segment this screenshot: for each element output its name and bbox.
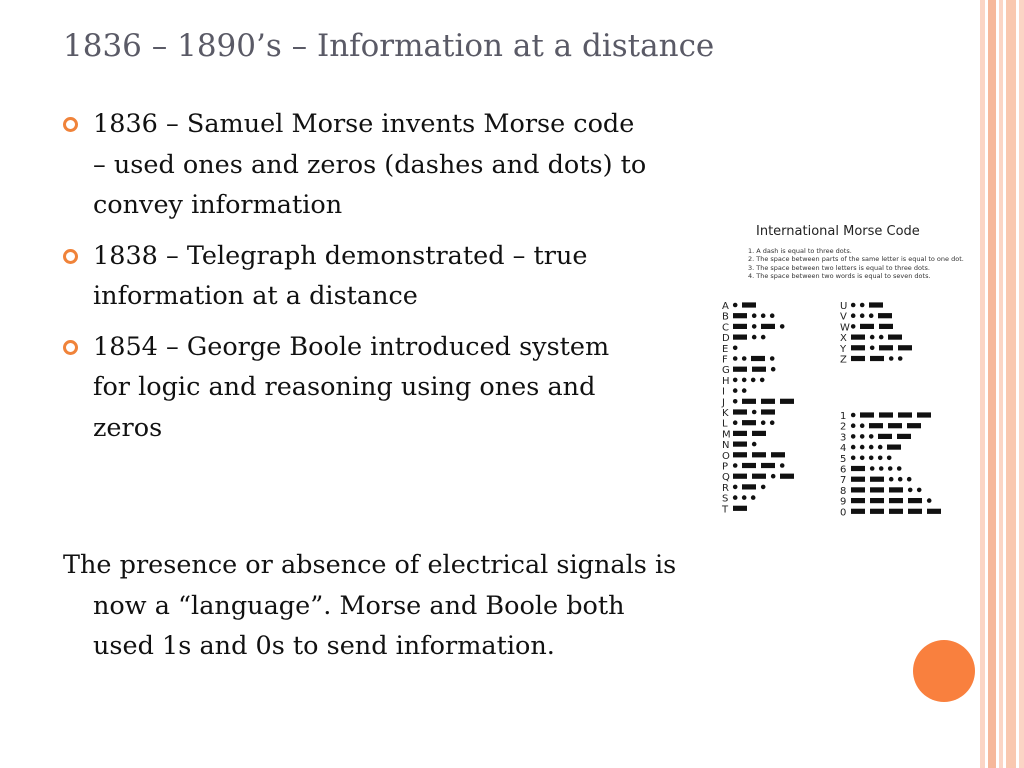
morse-dot — [851, 413, 856, 418]
morse-dot — [869, 434, 874, 439]
morse-dash — [733, 431, 747, 436]
morse-dash — [851, 509, 865, 514]
morse-dash — [889, 498, 903, 503]
bullet-item — [63, 104, 653, 226]
morse-dash — [752, 367, 766, 372]
morse-dot — [780, 324, 785, 329]
morse-char-label: P — [722, 461, 729, 473]
morse-dot — [879, 466, 884, 471]
morse-dash — [851, 345, 865, 350]
morse-dot — [752, 313, 757, 318]
morse-rule: 3. The space between two letters is equal to three dots. — [748, 263, 930, 272]
morse-dot — [761, 335, 766, 340]
morse-dot — [752, 335, 757, 340]
morse-dot — [889, 477, 894, 482]
morse-dash — [851, 487, 865, 492]
morse-dash — [851, 466, 865, 471]
bullet-text: 1836 – Samuel Morse invents Morse code – used ones and zeros (dashes and dots) to convey information — [93, 109, 647, 220]
morse-dot — [917, 488, 922, 493]
morse-dot — [760, 378, 765, 383]
morse-rule: 1. A dash is equal to three dots. — [748, 247, 852, 255]
morse-dot — [742, 388, 747, 393]
stripe — [988, 0, 996, 768]
morse-char-label: 8 — [840, 485, 847, 497]
morse-dot — [733, 378, 738, 383]
morse-char-label: R — [722, 482, 729, 494]
morse-char-label: V — [840, 311, 847, 323]
morse-dash — [878, 313, 892, 318]
slide-title: 1836 – 1890’s – Information at a distance — [63, 28, 715, 64]
morse-chart-title: International Morse Code — [756, 224, 920, 239]
morse-dash — [907, 423, 921, 428]
morse-dot — [897, 466, 902, 471]
stripe — [1006, 0, 1016, 768]
morse-dot — [927, 498, 932, 503]
morse-dash — [879, 345, 893, 350]
morse-dot — [742, 378, 747, 383]
morse-dash — [771, 452, 785, 457]
morse-dot — [733, 463, 738, 468]
morse-dot — [752, 410, 757, 415]
morse-dash — [908, 498, 922, 503]
morse-dot — [752, 442, 757, 447]
morse-char-label: 5 — [840, 453, 847, 465]
bullet-list — [63, 104, 653, 458]
morse-dash — [761, 409, 775, 414]
morse-dash — [733, 367, 747, 372]
morse-dot — [851, 303, 856, 308]
morse-dash — [870, 498, 884, 503]
morse-dash — [889, 509, 903, 514]
morse-dot — [870, 335, 875, 340]
morse-char-label: 7 — [840, 475, 847, 487]
morse-char-label: 0 — [840, 507, 847, 519]
morse-dot — [878, 445, 883, 450]
stripe — [1019, 0, 1024, 768]
morse-rule: 2. The space between parts of the same letter is equal to one dot. — [748, 255, 964, 264]
morse-dash — [733, 409, 747, 414]
morse-dot — [733, 495, 738, 500]
morse-dash — [851, 477, 865, 482]
morse-dot — [860, 423, 865, 428]
morse-dot — [770, 313, 775, 318]
bullet-marker-icon — [63, 117, 78, 132]
morse-dash — [870, 477, 884, 482]
morse-char-label: 9 — [840, 496, 847, 508]
morse-dash — [917, 412, 931, 417]
morse-dash — [733, 313, 747, 318]
morse-dash — [898, 412, 912, 417]
morse-char-label: S — [722, 493, 729, 505]
morse-char-label: H — [722, 375, 730, 387]
morse-char-label: 2 — [840, 421, 847, 433]
morse-dot — [860, 303, 865, 308]
morse-dot — [742, 495, 747, 500]
morse-dash — [780, 474, 794, 479]
morse-dot — [733, 356, 738, 361]
morse-dash — [742, 399, 756, 404]
morse-char-label: Z — [840, 354, 847, 366]
morse-code-chart — [718, 222, 968, 522]
morse-dash — [897, 434, 911, 439]
morse-dot — [733, 303, 738, 308]
morse-dot — [742, 356, 747, 361]
morse-dash — [752, 431, 766, 436]
bullet-text: 1854 – George Boole introduced system for logic and reasoning using ones and zeros — [93, 331, 610, 443]
morse-dash — [879, 324, 893, 329]
morse-char-label: G — [722, 365, 730, 377]
stripe — [999, 0, 1003, 768]
morse-char-label: F — [722, 354, 728, 366]
morse-char-label: C — [722, 322, 729, 334]
bullet-text: 1838 – Telegraph demonstrated – true information at a distance — [93, 240, 588, 311]
morse-dot — [851, 434, 856, 439]
morse-char-label: E — [722, 343, 729, 355]
morse-dash — [752, 474, 766, 479]
morse-dot — [780, 463, 785, 468]
morse-char-label: O — [722, 450, 730, 462]
morse-dash — [733, 474, 747, 479]
morse-dash — [860, 412, 874, 417]
morse-dash — [888, 423, 902, 428]
morse-dash — [870, 509, 884, 514]
morse-dot — [733, 399, 738, 404]
morse-dash — [780, 399, 794, 404]
morse-dash — [869, 302, 883, 307]
morse-dot — [770, 420, 775, 425]
morse-dash — [742, 420, 756, 425]
morse-dot — [752, 324, 757, 329]
morse-char-label: T — [722, 504, 729, 516]
morse-dash — [860, 324, 874, 329]
morse-dot — [870, 346, 875, 351]
morse-dot — [860, 313, 865, 318]
morse-char-label: 4 — [840, 443, 847, 455]
morse-char-label: Y — [840, 343, 847, 355]
morse-dash — [733, 442, 747, 447]
morse-dot — [771, 367, 776, 372]
morse-dash — [742, 484, 756, 489]
morse-dot — [751, 378, 756, 383]
morse-dot — [851, 324, 856, 329]
morse-dot — [870, 466, 875, 471]
morse-code-table — [718, 222, 968, 522]
morse-dot — [898, 477, 903, 482]
morse-char-label: B — [722, 311, 729, 323]
morse-char-label: U — [840, 301, 848, 312]
morse-dash — [851, 356, 865, 361]
morse-dash — [733, 324, 747, 329]
morse-dot — [879, 335, 884, 340]
morse-dot — [878, 456, 883, 461]
morse-dot — [851, 313, 856, 318]
morse-dash — [898, 345, 912, 350]
morse-dot — [887, 456, 892, 461]
morse-dot — [860, 445, 865, 450]
morse-dash — [887, 445, 901, 450]
morse-dash — [870, 356, 884, 361]
morse-dash — [851, 335, 865, 340]
morse-char-label: 1 — [840, 411, 847, 422]
morse-dot — [907, 477, 912, 482]
morse-dot — [869, 313, 874, 318]
morse-dash — [751, 356, 765, 361]
morse-dash — [878, 434, 892, 439]
morse-dash — [742, 302, 756, 307]
morse-dot — [898, 356, 903, 361]
morse-dot — [733, 388, 738, 393]
morse-char-label: 6 — [840, 464, 847, 476]
morse-dot — [889, 356, 894, 361]
morse-dot — [761, 313, 766, 318]
bullet-marker-icon — [63, 340, 78, 355]
morse-dot — [733, 420, 738, 425]
morse-dash — [927, 509, 941, 514]
morse-rule: 4. The space between two words is equal to seven dots. — [748, 271, 931, 280]
decorative-stripes — [980, 0, 1024, 768]
morse-dash — [908, 509, 922, 514]
morse-dot — [733, 346, 738, 351]
morse-dash — [851, 498, 865, 503]
decorative-orb — [913, 640, 975, 702]
morse-dot — [771, 474, 776, 479]
morse-dash — [888, 335, 902, 340]
bullet-item — [63, 327, 653, 449]
morse-dot — [733, 485, 738, 490]
morse-char-label: N — [722, 440, 730, 452]
morse-dot — [851, 445, 856, 450]
closing-paragraph: The presence or absence of electrical signals is now a “language”. Morse and Boole both used 1s and 0s to send information. — [63, 550, 677, 661]
morse-char-label: J — [722, 397, 725, 409]
morse-dash — [742, 463, 756, 468]
morse-dash — [889, 487, 903, 492]
morse-dash — [879, 412, 893, 417]
morse-char-label: D — [722, 333, 730, 345]
morse-dash — [761, 324, 775, 329]
morse-dot — [761, 420, 766, 425]
morse-dot — [869, 445, 874, 450]
morse-char-label: 3 — [840, 432, 847, 444]
morse-char-label: Q — [722, 472, 730, 484]
stripe — [980, 0, 985, 768]
morse-dash — [761, 399, 775, 404]
morse-dash — [870, 487, 884, 492]
morse-dash — [761, 463, 775, 468]
morse-dot — [869, 456, 874, 461]
morse-char-label: I — [722, 386, 725, 398]
morse-dot — [860, 456, 865, 461]
morse-dot — [860, 434, 865, 439]
morse-char-label: A — [722, 301, 729, 312]
morse-dot — [851, 423, 856, 428]
morse-dash — [733, 335, 747, 340]
morse-dot — [908, 488, 913, 493]
morse-dot — [770, 356, 775, 361]
bullet-marker-icon — [63, 249, 78, 264]
morse-dash — [733, 506, 747, 511]
morse-char-label: X — [840, 333, 847, 345]
morse-dash — [733, 452, 747, 457]
morse-dot — [851, 456, 856, 461]
morse-char-label: M — [722, 429, 731, 441]
morse-dot — [761, 485, 766, 490]
morse-char-label: K — [722, 408, 729, 419]
morse-dot — [751, 495, 756, 500]
morse-char-label: W — [840, 322, 850, 334]
bullet-item — [63, 236, 653, 317]
morse-char-label: L — [722, 418, 728, 430]
morse-dash — [752, 452, 766, 457]
morse-dot — [888, 466, 893, 471]
morse-dash — [869, 423, 883, 428]
